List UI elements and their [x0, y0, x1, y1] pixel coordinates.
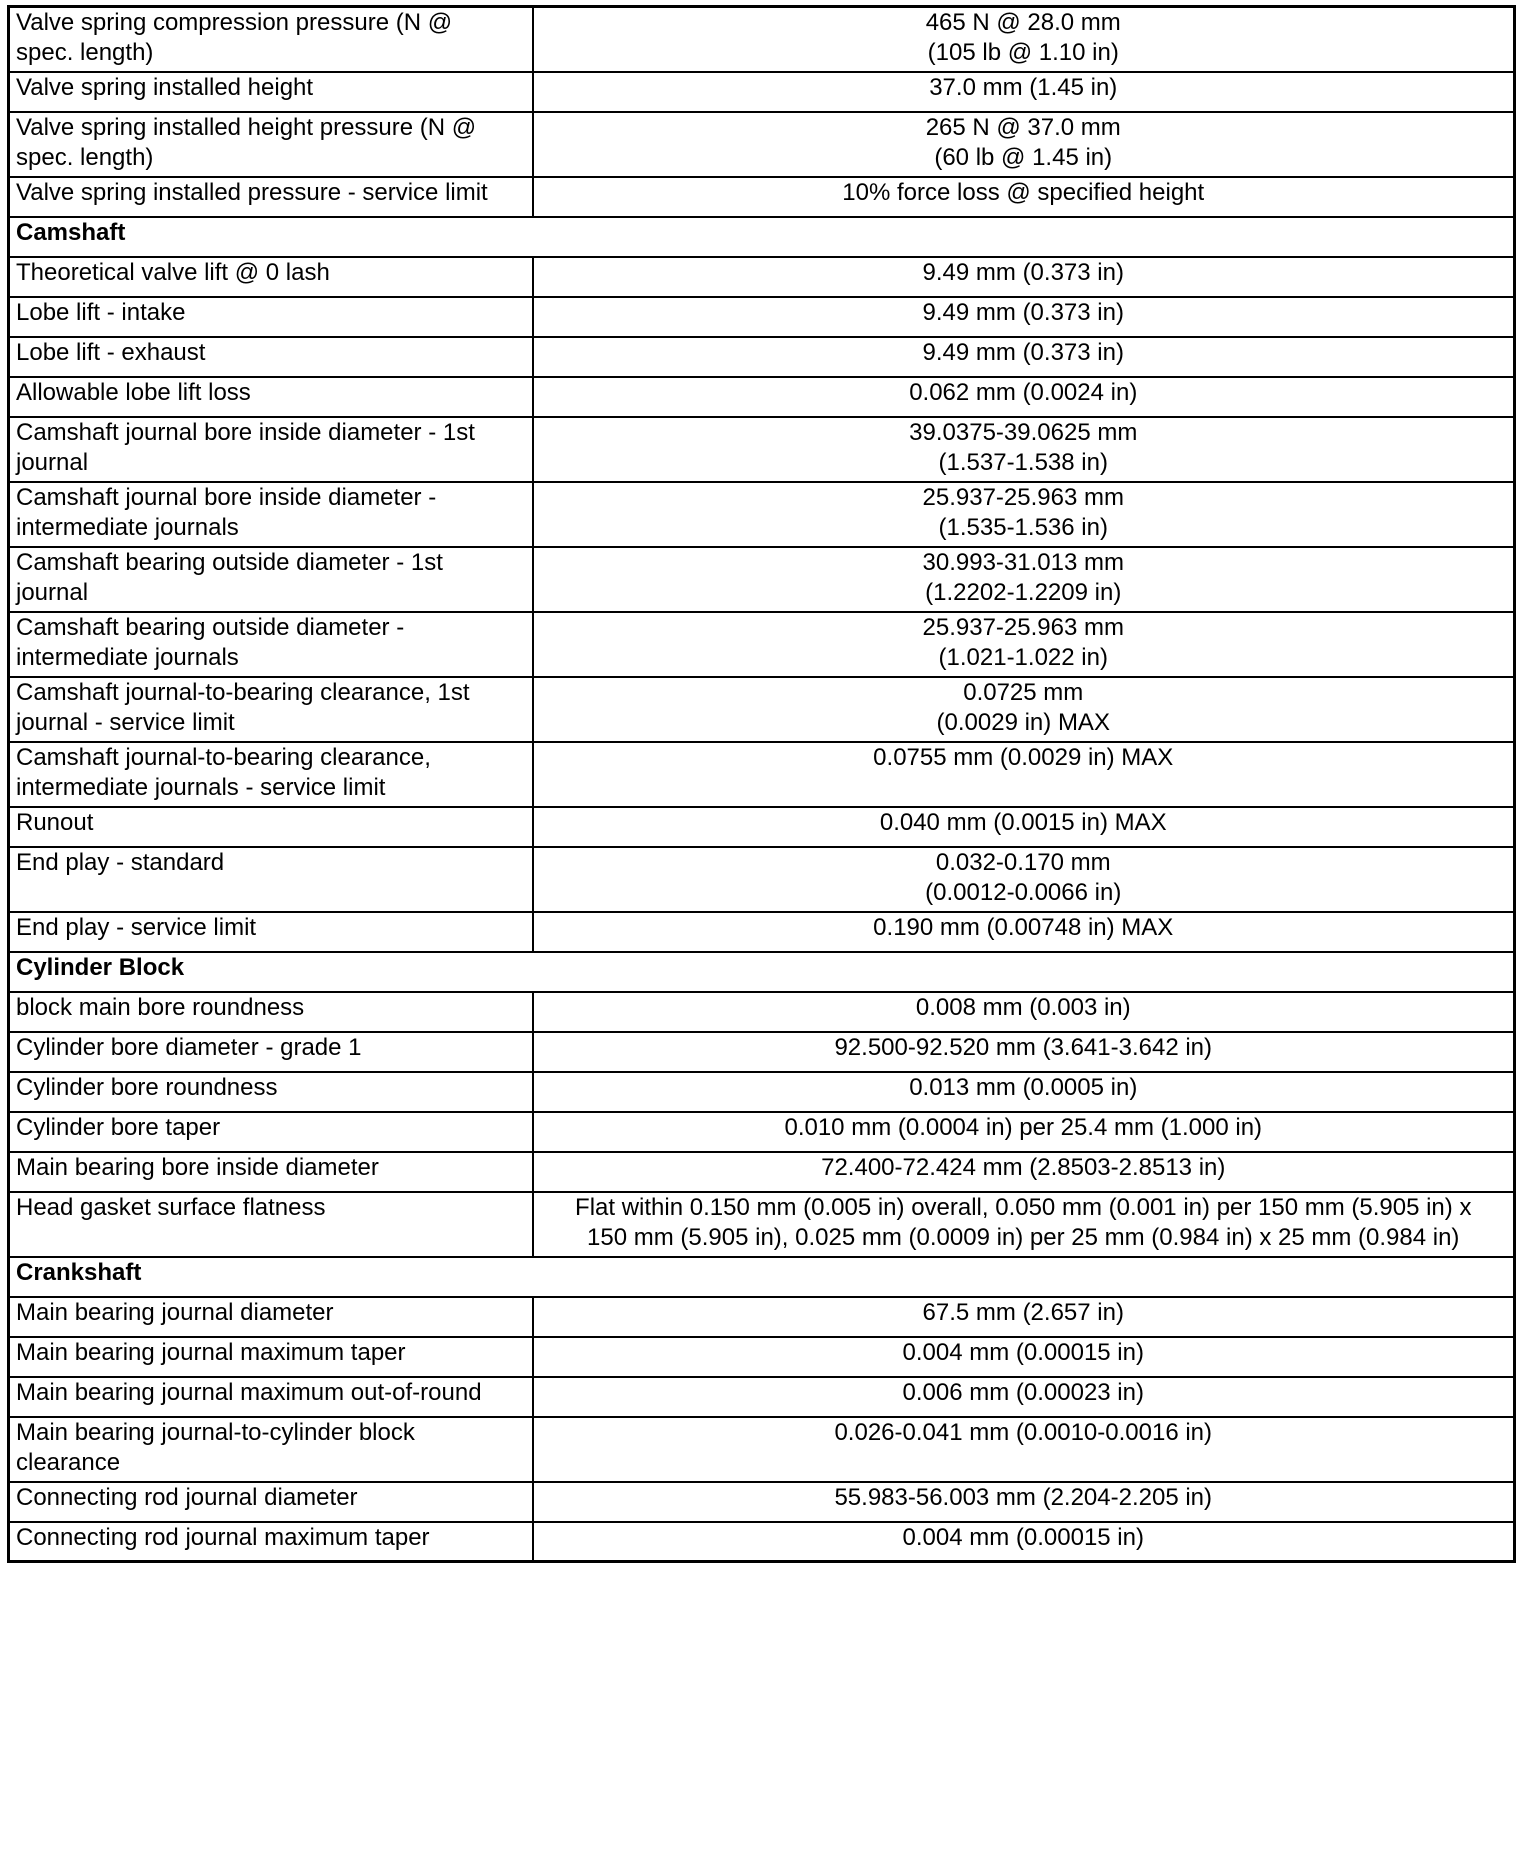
spec-label-cell — [9, 547, 533, 612]
section-header-row — [9, 217, 1515, 257]
spec-sheet — [7, 5, 1513, 1563]
spec-label-cell — [9, 677, 533, 742]
spec-value: 39.0375-39.0625 mm — [909, 418, 1138, 446]
spec-value: 265 N @ 37.0 mm — [925, 113, 1121, 141]
spec-label: Camshaft bearing outside diameter - 1st — [16, 548, 443, 576]
spec-value: 0.008 mm (0.003 in) — [915, 993, 1131, 1021]
spec-label: Head gasket surface flatness — [16, 1193, 326, 1221]
table-row — [9, 1192, 1515, 1257]
table-row — [9, 847, 1515, 912]
spec-value: 0.004 mm (0.00015 in) — [902, 1338, 1144, 1366]
table-row — [9, 992, 1515, 1032]
spec-value-cell — [533, 297, 1515, 337]
spec-label: spec. length) — [16, 39, 154, 66]
spec-value-cell — [533, 677, 1515, 742]
spec-value: 0.013 mm (0.0005 in) — [909, 1073, 1138, 1101]
table-row — [9, 807, 1515, 847]
spec-value: (105 lb @ 1.10 in) — [927, 39, 1119, 66]
spec-value: (0.0029 in) MAX — [936, 708, 1110, 736]
spec-label: journal — [16, 448, 89, 476]
spec-label: Camshaft journal-to-bearing clearance, — [16, 743, 431, 771]
specification-table-body — [9, 7, 1515, 1562]
spec-label-cell — [9, 1297, 533, 1337]
spec-value: (1.537-1.538 in) — [938, 448, 1108, 476]
table-row — [9, 177, 1515, 217]
spec-value-cell — [533, 482, 1515, 547]
spec-value-cell — [533, 112, 1515, 177]
spec-label: Theoretical valve lift @ 0 lash — [16, 258, 330, 286]
spec-value: 9.49 mm (0.373 in) — [922, 298, 1124, 326]
spec-value-cell — [533, 807, 1515, 847]
table-row — [9, 1377, 1515, 1417]
spec-value: (60 lb @ 1.45 in) — [934, 143, 1113, 171]
spec-value-cell — [533, 1112, 1515, 1152]
spec-value-cell — [533, 257, 1515, 297]
spec-label: journal — [16, 578, 89, 606]
spec-label-cell — [9, 912, 533, 952]
spec-label: Runout — [16, 808, 94, 836]
spec-value: 9.49 mm (0.373 in) — [922, 338, 1124, 366]
table-row — [9, 547, 1515, 612]
spec-value: 465 N @ 28.0 mm — [925, 9, 1121, 36]
spec-value-cell — [533, 1072, 1515, 1112]
spec-value: 10% force loss @ specified height — [842, 178, 1205, 206]
spec-label-cell — [9, 847, 533, 912]
spec-label: Cylinder bore taper — [16, 1113, 221, 1141]
spec-value-cell — [533, 7, 1515, 72]
spec-label: Connecting rod journal diameter — [16, 1483, 358, 1511]
spec-value: 0.004 mm (0.00015 in) — [902, 1523, 1144, 1551]
spec-label: Lobe lift - exhaust — [16, 338, 206, 366]
spec-value: 0.190 mm (0.00748 in) MAX — [873, 913, 1174, 941]
spec-value-cell — [533, 337, 1515, 377]
spec-label-cell — [9, 612, 533, 677]
spec-label-cell — [9, 112, 533, 177]
spec-value: (1.535-1.536 in) — [938, 513, 1108, 541]
spec-value-cell — [533, 1297, 1515, 1337]
spec-value: 150 mm (5.905 in), 0.025 mm (0.0009 in) per 25 mm (0.984 in) x 25 mm (0.984 in) — [587, 1223, 1460, 1251]
spec-label-cell — [9, 1152, 533, 1192]
spec-label-cell — [9, 297, 533, 337]
spec-value-cell — [533, 1192, 1515, 1257]
spec-label-cell — [9, 417, 533, 482]
section-title: Crankshaft — [9, 1257, 1515, 1297]
spec-label: Camshaft bearing outside diameter - — [16, 613, 405, 641]
spec-label-cell — [9, 1522, 533, 1562]
table-row — [9, 297, 1515, 337]
spec-label: clearance — [16, 1448, 121, 1476]
table-row — [9, 112, 1515, 177]
table-row — [9, 417, 1515, 482]
spec-label: intermediate journals — [16, 643, 239, 671]
spec-value: (1.2202-1.2209 in) — [925, 578, 1122, 606]
table-row — [9, 1482, 1515, 1522]
spec-label-cell — [9, 807, 533, 847]
spec-value-cell — [533, 912, 1515, 952]
table-row — [9, 1112, 1515, 1152]
spec-value: (0.0012-0.0066 in) — [925, 878, 1122, 906]
section-title: Camshaft — [9, 217, 1515, 257]
table-row — [9, 1297, 1515, 1337]
table-row — [9, 72, 1515, 112]
spec-value: 37.0 mm (1.45 in) — [929, 73, 1118, 101]
spec-value-cell — [533, 1522, 1515, 1562]
spec-label: Cylinder bore roundness — [16, 1073, 278, 1101]
spec-value: Flat within 0.150 mm (0.005 in) overall, 0.050 mm (0.001 in) per 150 mm (5.905 in) x — [575, 1193, 1472, 1221]
table-row — [9, 377, 1515, 417]
table-row — [9, 1522, 1515, 1562]
spec-value-cell — [533, 417, 1515, 482]
spec-value: 0.062 mm (0.0024 in) — [909, 378, 1138, 406]
spec-value: 0.032-0.170 mm — [935, 848, 1111, 876]
spec-label: spec. length) — [16, 143, 154, 171]
spec-label: Camshaft journal-to-bearing clearance, 1st — [16, 678, 470, 706]
section-header-row — [9, 1257, 1515, 1297]
spec-value: 67.5 mm (2.657 in) — [922, 1298, 1124, 1326]
spec-label: Camshaft journal bore inside diameter - — [16, 483, 437, 511]
table-row — [9, 742, 1515, 807]
spec-label: Camshaft journal bore inside diameter - 1st — [16, 418, 475, 446]
spec-value: 0.0725 mm — [963, 678, 1084, 706]
spec-label-cell — [9, 1032, 533, 1072]
table-row — [9, 612, 1515, 677]
spec-value-cell — [533, 742, 1515, 807]
spec-label-cell — [9, 742, 533, 807]
table-row — [9, 257, 1515, 297]
spec-label-cell — [9, 1337, 533, 1377]
spec-value-cell — [533, 1152, 1515, 1192]
spec-value: 92.500-92.520 mm (3.641-3.642 in) — [834, 1033, 1213, 1061]
spec-label-cell — [9, 177, 533, 217]
spec-label: Cylinder bore diameter - grade 1 — [16, 1033, 362, 1061]
spec-value: 30.993-31.013 mm — [922, 548, 1124, 576]
spec-value-cell — [533, 72, 1515, 112]
table-row — [9, 337, 1515, 377]
spec-value: 25.937-25.963 mm — [922, 613, 1124, 641]
spec-label: intermediate journals — [16, 513, 239, 541]
spec-value: 0.0755 mm (0.0029 in) MAX — [873, 743, 1174, 771]
spec-label-cell — [9, 992, 533, 1032]
spec-label-cell — [9, 1417, 533, 1482]
table-row — [9, 1072, 1515, 1112]
spec-label: Valve spring installed height — [16, 73, 314, 101]
spec-value: 72.400-72.424 mm (2.8503-2.8513 in) — [821, 1153, 1226, 1181]
spec-label-cell — [9, 1482, 533, 1522]
spec-value: (1.021-1.022 in) — [938, 643, 1108, 671]
spec-label-cell — [9, 7, 533, 72]
spec-value-cell — [533, 1032, 1515, 1072]
spec-label: Allowable lobe lift loss — [16, 378, 251, 406]
table-row — [9, 1417, 1515, 1482]
spec-value: 9.49 mm (0.373 in) — [922, 258, 1124, 286]
spec-value-cell — [533, 377, 1515, 417]
table-row — [9, 7, 1515, 72]
spec-label: Main bearing journal maximum taper — [16, 1338, 406, 1366]
spec-label: Main bearing journal diameter — [16, 1298, 334, 1326]
spec-label-cell — [9, 1112, 533, 1152]
spec-value-cell — [533, 1482, 1515, 1522]
table-row — [9, 677, 1515, 742]
spec-value-cell — [533, 1337, 1515, 1377]
spec-value: 0.006 mm (0.00023 in) — [902, 1378, 1144, 1406]
table-row — [9, 482, 1515, 547]
spec-value-cell — [533, 1417, 1515, 1482]
table-row — [9, 1032, 1515, 1072]
spec-value-cell — [533, 992, 1515, 1032]
spec-value: 0.010 mm (0.0004 in) per 25.4 mm (1.000 in) — [784, 1113, 1263, 1141]
spec-value-cell — [533, 1377, 1515, 1417]
spec-label-cell — [9, 1072, 533, 1112]
spec-label: Main bearing journal-to-cylinder block — [16, 1418, 415, 1446]
spec-label: Valve spring installed height pressure (N @ — [16, 113, 477, 141]
spec-value: 55.983-56.003 mm (2.204-2.205 in) — [834, 1483, 1213, 1511]
table-row — [9, 1152, 1515, 1192]
spec-value-cell — [533, 177, 1515, 217]
spec-label-cell — [9, 72, 533, 112]
spec-label-cell — [9, 377, 533, 417]
spec-label: journal - service limit — [16, 708, 235, 736]
spec-label: intermediate journals - service limit — [16, 773, 386, 801]
spec-label: Lobe lift - intake — [16, 298, 186, 326]
spec-value: 0.040 mm (0.0015 in) MAX — [879, 808, 1167, 836]
spec-label: Main bearing journal maximum out-of-round — [16, 1378, 482, 1406]
spec-label: Connecting rod journal maximum taper — [16, 1523, 430, 1551]
spec-label-cell — [9, 337, 533, 377]
spec-label-cell — [9, 482, 533, 547]
spec-label-cell — [9, 257, 533, 297]
spec-label: End play - service limit — [16, 913, 257, 941]
spec-label: Main bearing bore inside diameter — [16, 1153, 379, 1181]
section-header-row — [9, 952, 1515, 992]
spec-label: End play - standard — [16, 848, 225, 876]
table-row — [9, 1337, 1515, 1377]
spec-label: Valve spring compression pressure (N @ — [16, 9, 453, 36]
spec-value: 25.937-25.963 mm — [922, 483, 1124, 511]
spec-label: Valve spring installed pressure - service limit — [16, 178, 488, 206]
table-row — [9, 912, 1515, 952]
spec-value-cell — [533, 847, 1515, 912]
specification-table — [7, 5, 1516, 1563]
spec-value-cell — [533, 547, 1515, 612]
spec-label: block main bore roundness — [16, 993, 305, 1021]
section-title: Cylinder Block — [9, 952, 1515, 992]
spec-value: 0.026-0.041 mm (0.0010-0.0016 in) — [834, 1418, 1213, 1446]
spec-value-cell — [533, 612, 1515, 677]
spec-label-cell — [9, 1377, 533, 1417]
spec-label-cell — [9, 1192, 533, 1257]
